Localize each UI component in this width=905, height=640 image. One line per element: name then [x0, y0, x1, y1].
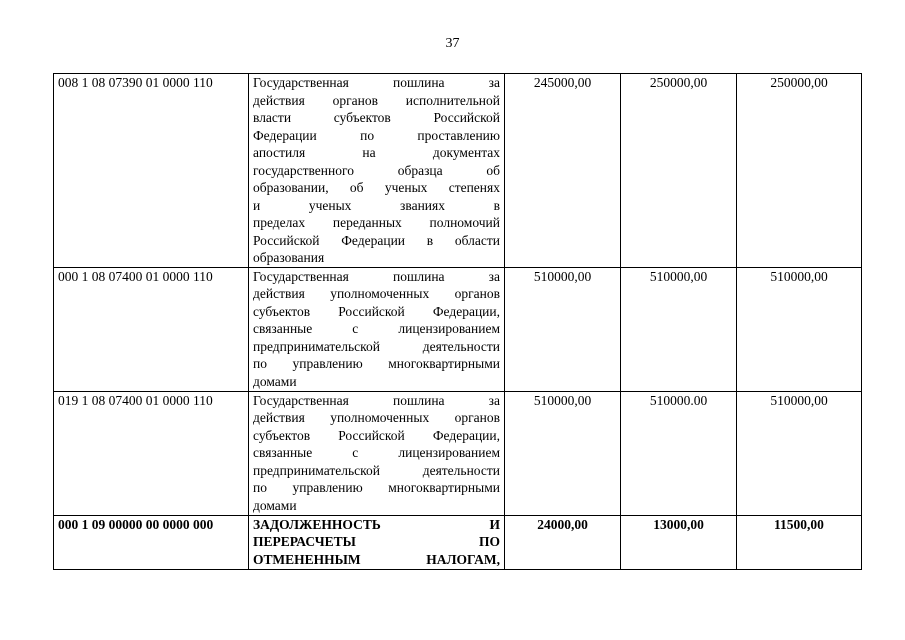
table-row [54, 391, 862, 515]
description-line: предпринимательской деятельности [253, 338, 500, 354]
page-number: 37 [445, 36, 460, 51]
description-cell [249, 74, 505, 268]
budget-code-cell: 000 1 08 07400 01 0000 110 [54, 267, 249, 391]
amount-year-1: 24000,00 [505, 515, 621, 569]
amount-year-2: 250000,00 [621, 74, 737, 268]
amount-year-1: 510000,00 [505, 391, 621, 515]
table-row [54, 74, 862, 268]
description-line: по управлению многоквартирными [253, 356, 500, 371]
amount-year-2: 510000,00 [621, 267, 737, 391]
description-line: связанные с лицензированием [253, 445, 500, 460]
amount-year-3: 11500,00 [737, 515, 862, 569]
description-line: по управлению многоквартирными [253, 480, 500, 495]
description-line: государственного образца об [253, 162, 500, 178]
description-line: действия органов исполнительной [253, 92, 500, 108]
description-line: апостиля на документах [253, 145, 500, 160]
description-line: ПЕРЕРАСЧЕТЫ ПО [253, 534, 500, 549]
description-line: пределах переданных полномочий [253, 215, 500, 230]
budget-table [53, 73, 862, 570]
description-line: Государственная пошлина за [253, 268, 500, 284]
description-line: Федерации по проставлению [253, 127, 500, 143]
description-cell [249, 267, 505, 391]
amount-year-1: 245000,00 [505, 74, 621, 268]
description-line: Государственная пошлина за [253, 392, 500, 408]
description-line: Российской Федерации в области [253, 232, 500, 248]
description-line: Государственная пошлина за [253, 75, 500, 90]
description-line: власти субъектов Российской [253, 110, 500, 125]
description-line: действия уполномоченных органов [253, 286, 500, 301]
description-line: связанные с лицензированием [253, 321, 500, 336]
description-line: действия уполномоченных органов [253, 410, 500, 425]
description-line: субъектов Российской Федерации, [253, 427, 500, 443]
amount-year-1: 510000,00 [505, 267, 621, 391]
budget-code-cell: 008 1 08 07390 01 0000 110 [54, 74, 249, 268]
description-line: субъектов Российской Федерации, [253, 303, 500, 319]
amount-year-2: 13000,00 [621, 515, 737, 569]
amount-year-3: 250000,00 [737, 74, 862, 268]
description-line: образовании, об ученых степенях [253, 180, 500, 195]
description-cell [249, 391, 505, 515]
description-cell [249, 515, 505, 569]
amount-year-3: 510000,00 [737, 391, 862, 515]
description-line: ОТМЕНЕННЫМ НАЛОГАМ, [253, 551, 500, 567]
description-line: ЗАДОЛЖЕННОСТЬ И [253, 516, 500, 532]
amount-year-3: 510000,00 [737, 267, 862, 391]
table-row-total [54, 515, 862, 569]
description-line: и ученых званиях в [253, 197, 500, 213]
table-row [54, 267, 862, 391]
description-line: домами [253, 497, 297, 513]
budget-code-cell: 000 1 09 00000 00 0000 000 [54, 515, 249, 569]
description-line: образования [253, 250, 325, 265]
description-line: предпринимательской деятельности [253, 462, 500, 478]
amount-year-2: 510000.00 [621, 391, 737, 515]
description-line: домами [253, 373, 297, 389]
budget-code-cell: 019 1 08 07400 01 0000 110 [54, 391, 249, 515]
